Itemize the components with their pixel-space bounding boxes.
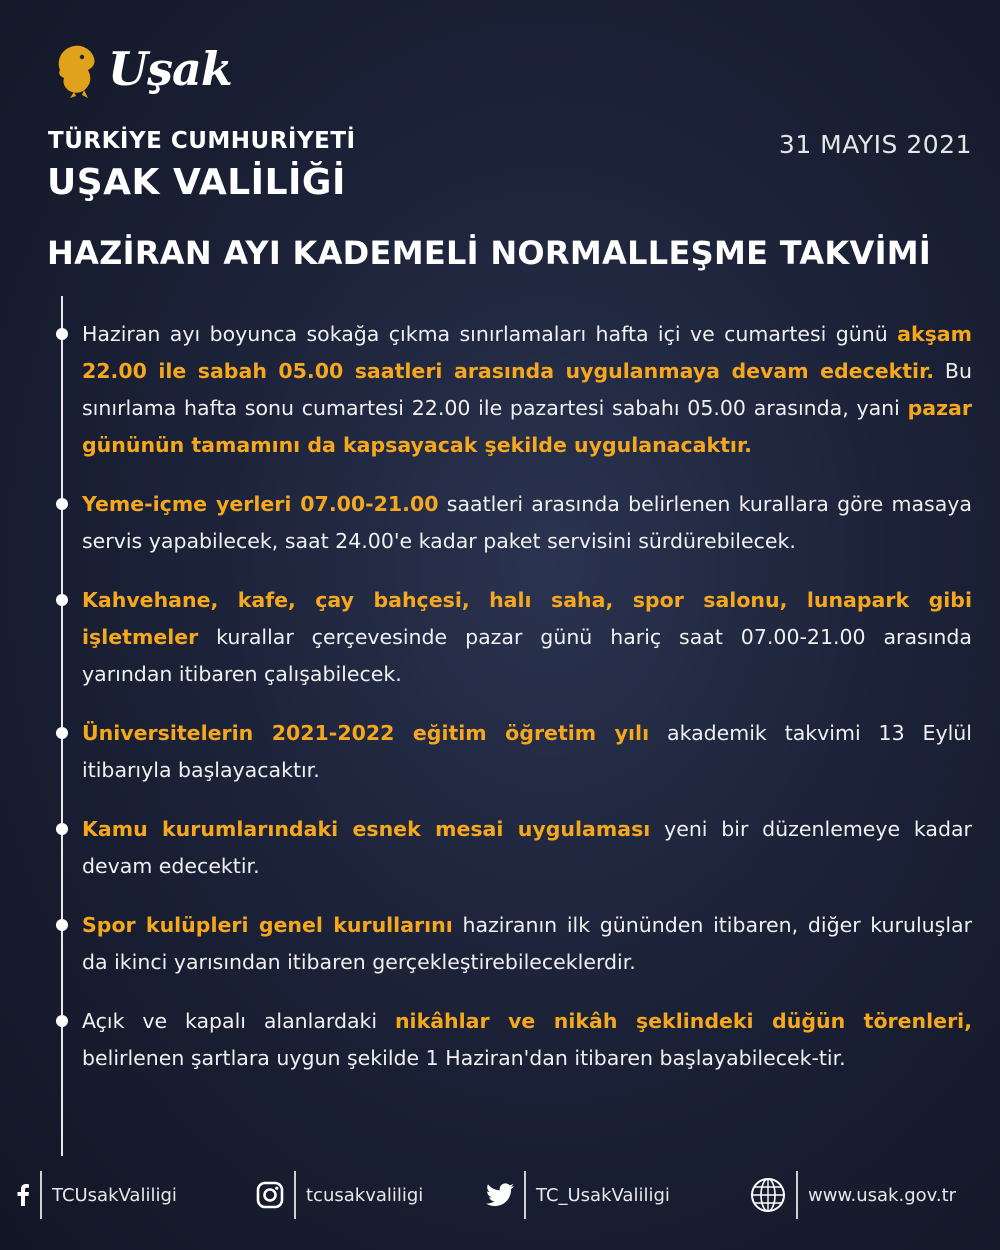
bullet-dot [56, 328, 68, 340]
item-highlight: Üniversitelerin 2021-2022 eğitim öğretim yılı [82, 721, 650, 745]
instagram-icon [256, 1181, 284, 1209]
logo-text: Uşak [108, 42, 232, 96]
item-text: kurallar çerçevesinde pazar günü hariç saat 07.00-21.00 arasında yarından itibaren çalışabilecek. [82, 625, 972, 686]
item-highlight: akşam 22.00 ile sabah 05.00 saatleri arasında uygulanmaya devam edecektir. [82, 322, 972, 383]
item-text: Bu sınırlama hafta sonu cumartesi 22.00 ile pazartesi sabahı 05.00 arasında, yani [82, 359, 972, 420]
list-item [82, 1003, 972, 1077]
divider [524, 1171, 526, 1219]
item-text: belirlenen şartlara uygun şekilde 1 Haziran'dan itibaren başlayabilecek-tir. [82, 1046, 846, 1070]
bullet-dot [56, 823, 68, 835]
item-highlight: Yeme-içme yerleri 07.00-21.00 [82, 492, 439, 516]
bullet-dot [56, 919, 68, 931]
bullet-dot [56, 498, 68, 510]
item-text: haziranın ilk gününden itibaren, diğer kuruluşlar da ikinci yarısından itibaren gerçekleştirebileceklerdir. [82, 913, 973, 974]
divider [40, 1171, 42, 1219]
website-link[interactable] [750, 1170, 956, 1220]
item-highlight: pazar gününün tamamını da kapsayacak şekilde uygulanacaktır. [82, 396, 972, 457]
instagram-link[interactable] [256, 1170, 423, 1220]
twitter-link[interactable] [486, 1170, 670, 1220]
item-highlight: Spor kulüpleri genel kurullarını [82, 913, 453, 937]
list-item [82, 486, 972, 560]
announcement-list [82, 316, 972, 1099]
list-item [82, 811, 972, 885]
item-text: yeni bir düzenlemeye kadar devam edecektir. [82, 817, 972, 878]
list-item [82, 715, 972, 789]
twitter-icon [486, 1183, 514, 1207]
website-url: www.usak.gov.tr [808, 1184, 957, 1206]
instagram-handle: tcusakvaliligi [306, 1184, 424, 1206]
facebook-link[interactable] [16, 1170, 177, 1220]
timeline-line [61, 296, 63, 1156]
list-item [82, 582, 972, 693]
list-item [82, 316, 972, 464]
header-governorship: UŞAK VALİLİĞİ [47, 162, 346, 203]
item-highlight: nikâhlar ve nikâh şeklindeki düğün törenleri, [394, 1009, 972, 1033]
header-republic: TÜRKİYE CUMHURİYETİ [48, 128, 356, 154]
facebook-handle: TCUsakValiligi [52, 1184, 177, 1206]
item-highlight: Kamu kurumlarındaki esnek mesai uygulaması [82, 817, 651, 841]
social-footer [0, 1170, 1000, 1220]
divider [294, 1171, 296, 1219]
bullet-dot [56, 727, 68, 739]
twitter-handle: TC_UsakValiligi [536, 1184, 670, 1206]
list-item [82, 907, 972, 981]
facebook-icon [16, 1184, 30, 1206]
globe-icon [750, 1177, 786, 1213]
lion-emblem-icon [52, 40, 104, 98]
item-text: Açık ve kapalı alanlardaki [82, 1009, 395, 1033]
divider [796, 1171, 798, 1219]
bullet-dot [56, 1015, 68, 1027]
item-text: akademik takvimi 13 Eylül itibarıyla başlayacaktır. [82, 721, 972, 782]
header-date: 31 MAYIS 2021 [778, 130, 972, 159]
page-title: HAZİRAN AYI KADEMELİ NORMALLEŞME TAKVİMİ [47, 234, 932, 272]
bullet-dot [56, 594, 68, 606]
item-text: Haziran ayı boyunca sokağa çıkma sınırlamaları hafta içi ve cumartesi günü [82, 322, 898, 346]
usak-logo [52, 40, 232, 98]
item-text: saatleri arasında belirlenen kurallara göre masaya servis yapabilecek, saat 24.00'e kadar paket servisini sürdürebilecek. [82, 492, 972, 553]
item-highlight: Kahvehane, kafe, çay bahçesi, halı saha, spor salonu, lunapark gibi işletmeler [82, 588, 972, 649]
